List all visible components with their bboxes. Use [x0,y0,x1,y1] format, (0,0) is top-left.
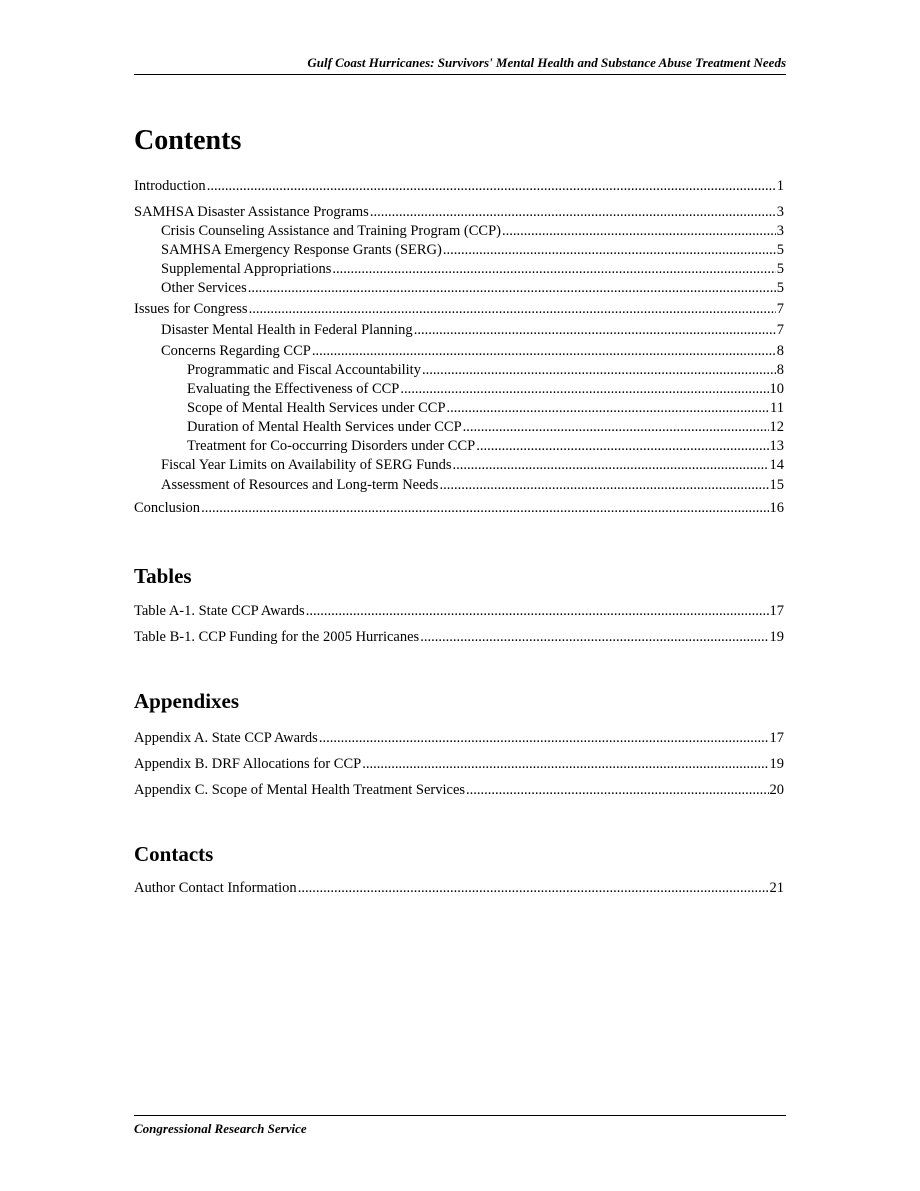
toc-entry[interactable] [134,241,784,260]
toc-entry-label: Concerns Regarding CCP [161,343,311,359]
toc-entry-label: Appendix B. DRF Allocations for CCP [134,756,362,772]
dot-leader [453,456,769,475]
toc-entry[interactable] [134,755,784,774]
toc-entry[interactable] [134,279,784,298]
toc-entry[interactable] [134,177,784,196]
contacts-heading: Contacts [134,842,214,866]
toc-entry-page: 10 [769,381,784,397]
toc-entry[interactable] [134,499,784,518]
toc-entry-label: SAMHSA Emergency Response Grants (SERG) [161,242,442,258]
toc-entry[interactable] [134,602,784,621]
toc-entry-label: Disaster Mental Health in Federal Planning [161,322,413,338]
dot-leader [201,499,768,518]
dot-leader [447,399,770,418]
dot-leader [332,260,775,279]
tables-list [134,602,784,647]
toc-entry-label: Fiscal Year Limits on Availability of SERG Funds [161,457,452,473]
toc-entry-page: 15 [769,477,784,493]
toc-entry[interactable] [134,342,784,361]
toc-entry-label: Conclusion [134,500,201,516]
dot-leader [312,342,776,361]
toc-entry-label: Appendix A. State CCP Awards [134,730,318,746]
dot-leader [207,177,776,196]
toc-entry-page: 5 [776,261,784,277]
contacts-list [134,879,784,898]
toc-entry-page: 17 [769,730,784,746]
toc-entry-page: 20 [769,782,784,798]
dot-leader [249,300,776,319]
toc-entry-label: Table B-1. CCP Funding for the 2005 Hurricanes [134,629,420,645]
toc-entry-label: Other Services [161,280,247,296]
dot-leader [400,380,768,399]
toc-entry[interactable] [134,476,784,495]
toc-entry-label: Author Contact Information [134,880,297,896]
toc-entry[interactable] [134,399,784,418]
toc-entry-page: 7 [776,301,784,317]
dot-leader [466,781,768,800]
toc-entry[interactable] [134,380,784,399]
toc-entry[interactable] [134,628,784,647]
contents-list [134,177,784,518]
toc-entry-page: 8 [776,362,784,378]
toc-entry-page: 5 [776,242,784,258]
dot-leader [439,476,768,495]
dot-leader [476,437,768,456]
toc-entry[interactable] [134,300,784,319]
dot-leader [248,279,776,298]
toc-entry-page: 19 [769,629,784,645]
dot-leader [463,418,769,437]
toc-entry-page: 17 [769,603,784,619]
toc-entry-page: 5 [776,280,784,296]
toc-entry-page: 16 [769,500,784,516]
dot-leader [370,203,776,222]
toc-entry-page: 8 [776,343,784,359]
toc-entry-page: 12 [769,419,784,435]
toc-entry-page: 11 [770,400,784,416]
dot-leader [443,241,776,260]
toc-entry[interactable] [134,222,784,241]
dot-leader [306,602,769,621]
dot-leader [420,628,768,647]
appendixes-list [134,729,784,800]
toc-entry-page: 13 [769,438,784,454]
toc-entry[interactable] [134,361,784,380]
toc-entry-label: Treatment for Co-occurring Disorders under CCP [187,438,476,454]
running-header: Gulf Coast Hurricanes: Survivors' Mental Health and Substance Abuse Treatment Needs [134,54,786,75]
toc-entry[interactable] [134,260,784,279]
toc-entry-page: 14 [769,457,784,473]
toc-entry-label: Table A-1. State CCP Awards [134,603,305,619]
dot-leader [362,755,768,774]
toc-entry[interactable] [134,879,784,898]
tables-heading: Tables [134,564,192,588]
toc-entry[interactable] [134,203,784,222]
dot-leader [414,321,776,340]
toc-entry[interactable] [134,729,784,748]
toc-entry-label: Supplemental Appropriations [161,261,332,277]
toc-entry-page: 3 [776,223,784,239]
toc-entry-page: 3 [776,204,784,220]
toc-entry-label: Scope of Mental Health Services under CCP [187,400,446,416]
toc-entry-label: Assessment of Resources and Long-term Needs [161,477,439,493]
toc-entry-label: Issues for Congress [134,301,248,317]
toc-entry-label: Programmatic and Fiscal Accountability [187,362,421,378]
dot-leader [502,222,776,241]
contents-heading: Contents [134,125,242,156]
toc-entry[interactable] [134,456,784,475]
toc-entry[interactable] [134,437,784,456]
toc-entry-page: 7 [776,322,784,338]
toc-entry-label: Crisis Counseling Assistance and Training Program (CCP) [161,223,501,239]
toc-entry-label: Appendix C. Scope of Mental Health Treatment Services [134,782,466,798]
running-footer: Congressional Research Service [134,1115,786,1138]
appendixes-heading: Appendixes [134,689,240,713]
toc-entry-label: Introduction [134,178,206,194]
toc-entry-page: 21 [769,880,784,896]
toc-entry-page: 19 [769,756,784,772]
dot-leader [319,729,769,748]
toc-entry-label: SAMHSA Disaster Assistance Programs [134,204,369,220]
toc-entry[interactable] [134,781,784,800]
dot-leader [422,361,776,380]
toc-entry[interactable] [134,418,784,437]
toc-entry[interactable] [134,321,784,340]
toc-entry-label: Evaluating the Effectiveness of CCP [187,381,400,397]
toc-entry-label: Duration of Mental Health Services under CCP [187,419,462,435]
toc-entry-page: 1 [776,178,784,194]
dot-leader [298,879,769,898]
